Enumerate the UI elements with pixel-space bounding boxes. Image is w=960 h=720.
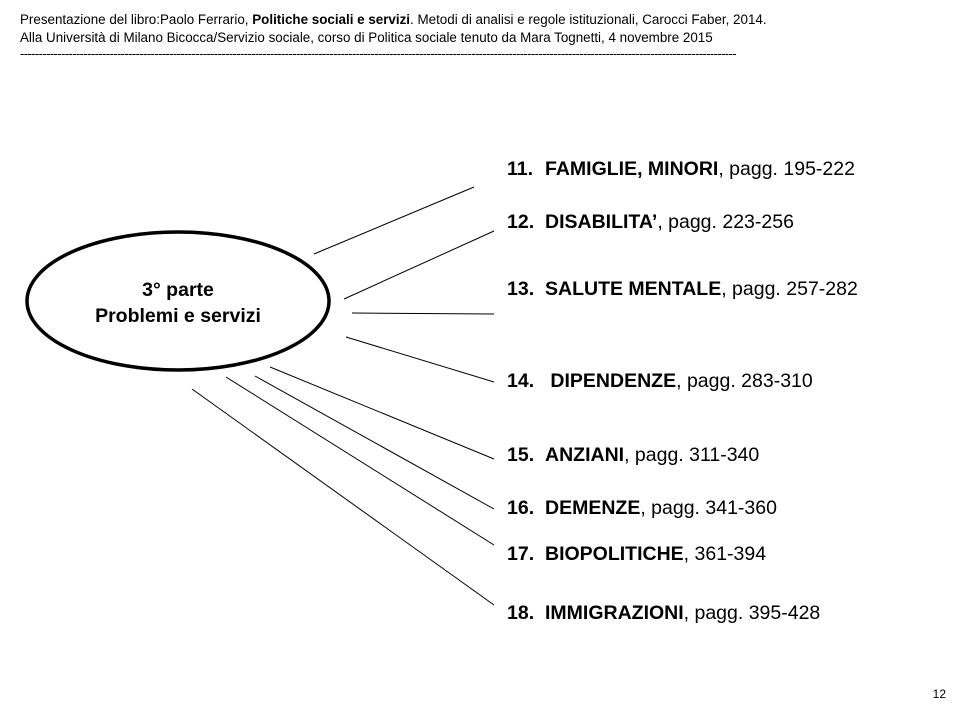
connector-line-13: [352, 313, 494, 314]
connector-line-11: [314, 187, 474, 254]
chapter-number: 15.: [507, 444, 535, 466]
connector-line-12: [344, 231, 494, 299]
chapter-number: 13.: [507, 278, 535, 300]
chapter-pages: , pagg. 195-222: [718, 158, 855, 180]
chapter-item-16: [507, 496, 777, 520]
part-title: Problemi e servizi: [95, 305, 261, 327]
part-number: 3° parte: [142, 279, 214, 301]
chapter-pages: , pagg. 257-282: [721, 278, 858, 300]
chapter-item-12: [507, 210, 794, 234]
chapter-title: SALUTE MENTALE: [545, 278, 722, 300]
chapter-title: IMMIGRAZIONI: [545, 602, 684, 624]
chapter-title: ANZIANI: [545, 444, 625, 466]
connector-line-15: [270, 367, 494, 459]
part-label: [40, 277, 316, 329]
chapter-item-14: [507, 369, 813, 393]
connector-line-14: [346, 337, 494, 382]
header-line-1-suffix: . Metodi di analisi e regole istituzionali, Carocci Faber, 2014.: [410, 12, 767, 27]
chapter-pages: , pagg. 223-256: [657, 211, 794, 233]
header-line-1-prefix: Presentazione del libro:Paolo Ferrario,: [20, 12, 253, 27]
connector-line-16: [255, 376, 494, 509]
chapter-number: 18.: [507, 602, 535, 624]
chapter-title: DIPENDENZE: [545, 370, 677, 392]
chapter-item-15: [507, 443, 759, 467]
connector-line-17: [226, 377, 494, 545]
chapter-number: 17.: [507, 543, 535, 565]
chapter-pages: , 361-394: [683, 543, 767, 565]
header-line-2: Alla Università di Milano Bicocca/Servizio sociale, corso di Politica sociale tenuto da Mara Tognetti, 4 novembre 2015: [20, 30, 713, 45]
page-number: 12: [932, 687, 946, 701]
book-title: Politiche sociali e servizi: [252, 12, 411, 27]
chapter-number: 12.: [507, 211, 535, 233]
chapter-pages: , pagg. 395-428: [683, 602, 821, 624]
chapter-title: FAMIGLIE, MINORI: [545, 158, 719, 180]
chapter-title: DISABILITA’: [545, 211, 658, 233]
chapter-number: 16.: [507, 497, 535, 519]
chapter-title: BIOPOLITICHE: [545, 543, 684, 565]
chapter-item-11: [507, 157, 855, 181]
chapter-title: DEMENZE: [545, 497, 641, 519]
header-divider: ------------------------------------------------------------------------------------------------------------------------------------------------------------------------------------------------: [20, 47, 736, 61]
chapter-item-13: [507, 277, 858, 301]
chapter-pages: , pagg. 283-310: [676, 370, 813, 392]
chapter-item-18: [507, 601, 820, 625]
chapter-pages: , pagg. 311-340: [624, 444, 760, 466]
chapter-number: 11.: [507, 158, 534, 180]
chapter-pages: , pagg. 341-360: [640, 497, 777, 519]
chapter-number: 14.: [507, 370, 535, 392]
connector-line-18: [192, 389, 494, 605]
chapter-item-17: [507, 542, 766, 566]
